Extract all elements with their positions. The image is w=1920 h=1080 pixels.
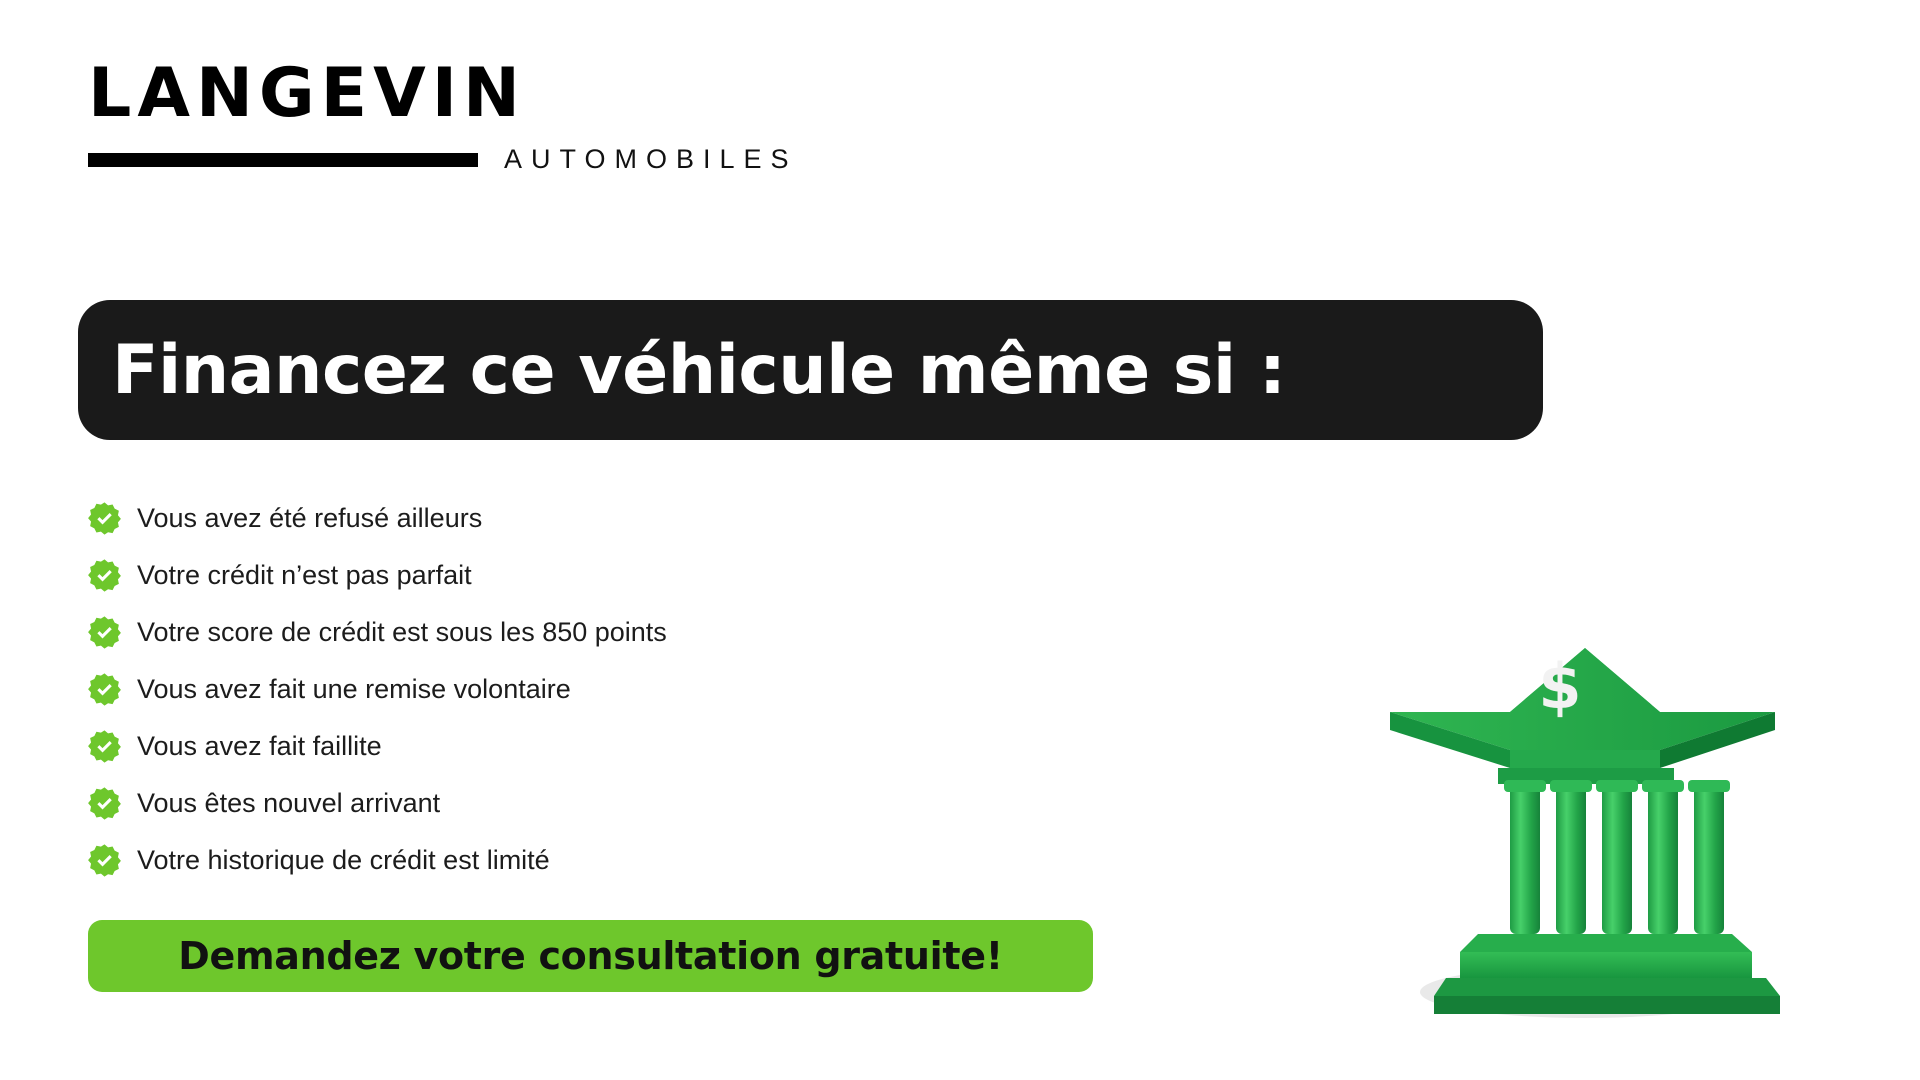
headline-banner <box>78 300 1543 440</box>
list-item-label: Vous avez fait une remise volontaire <box>137 674 571 705</box>
list-item <box>88 661 988 718</box>
brand-name: LANGEVIN <box>88 54 526 133</box>
list-item <box>88 832 988 889</box>
list-item-label: Vous avez fait faillite <box>137 731 382 762</box>
list-item <box>88 775 988 832</box>
list-item <box>88 604 988 661</box>
check-badge-icon <box>88 787 121 820</box>
brand-subtitle: AUTOMOBILES <box>504 144 798 174</box>
check-badge-icon <box>88 673 121 706</box>
svg-text:$: $ <box>1538 650 1582 723</box>
check-badge-icon <box>88 844 121 877</box>
request-free-consultation-button[interactable] <box>88 920 1093 992</box>
check-badge-icon <box>88 616 121 649</box>
list-item-label: Votre score de crédit est sous les 850 points <box>137 617 667 648</box>
list-item <box>88 547 988 604</box>
list-item-label: Votre crédit n’est pas parfait <box>137 560 472 591</box>
list-item <box>88 490 988 547</box>
list-item-label: Vous êtes nouvel arrivant <box>137 788 441 819</box>
benefits-list <box>88 490 988 889</box>
brand-subtitle-row <box>88 144 798 175</box>
headline-text: Financez ce véhicule même si : <box>112 330 1286 410</box>
cta-label: Demandez votre consultation gratuite! <box>178 934 1003 978</box>
list-item-label: Vous avez été refusé ailleurs <box>137 503 483 534</box>
bank-building-icon <box>1360 600 1800 1030</box>
list-item <box>88 718 988 775</box>
logo-rule-divider <box>88 153 478 167</box>
check-badge-icon <box>88 502 121 535</box>
check-badge-icon <box>88 559 121 592</box>
brand-logo <box>88 54 798 175</box>
list-item-label: Votre historique de crédit est limité <box>137 845 550 876</box>
check-badge-icon <box>88 730 121 763</box>
